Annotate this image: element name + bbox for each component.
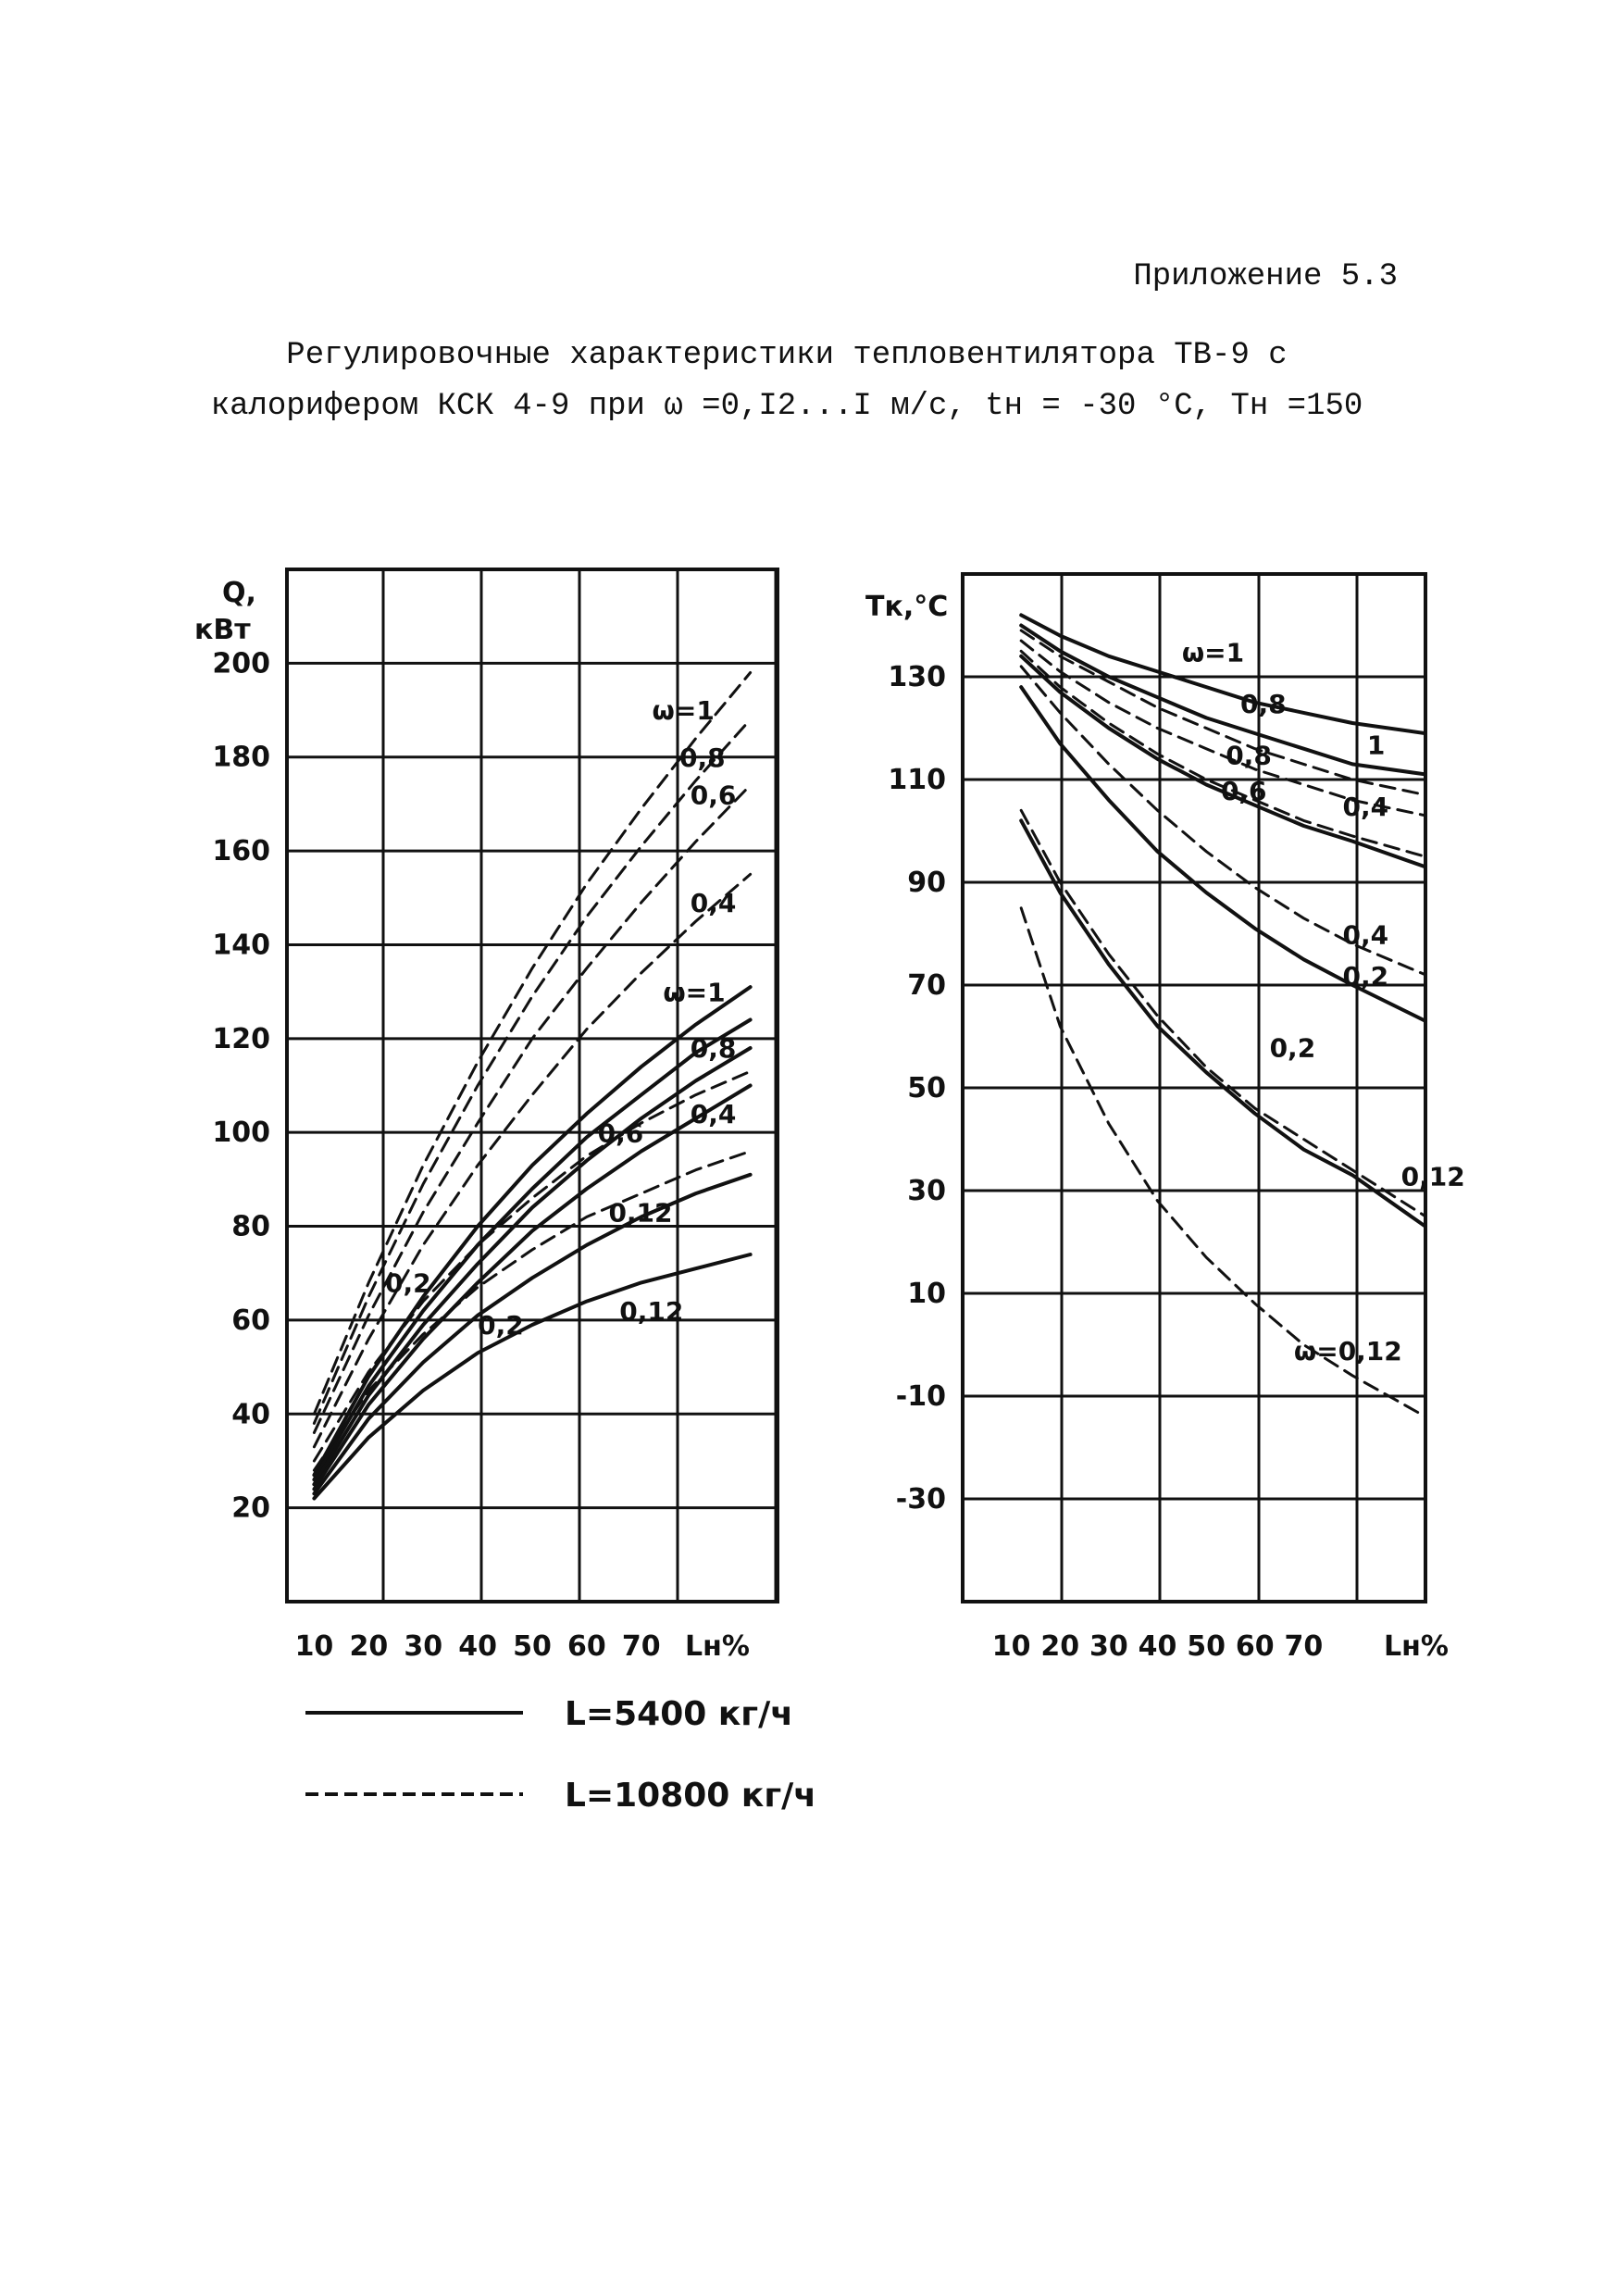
curve-label: 0,12 bbox=[608, 1197, 673, 1229]
series-line-dashed bbox=[314, 1071, 750, 1461]
title-line-2: калорифером КСК 4-9 при ω =0,I2...I м/с, tн = -30 °С, Тн =150 bbox=[210, 389, 1363, 424]
curve-label: ω=1 bbox=[652, 695, 715, 727]
legend-solid-label: L=5400 кг/ч bbox=[565, 1695, 793, 1733]
appendix-label: Приложение 5.3 bbox=[1133, 259, 1398, 294]
series-line-dashed bbox=[314, 673, 750, 1415]
y-tick-label: 100 bbox=[212, 1117, 270, 1150]
series-line-dashed bbox=[1021, 651, 1425, 856]
series-group bbox=[1021, 615, 1425, 1416]
series-line-solid bbox=[1021, 656, 1425, 867]
series-line-dashed bbox=[1021, 810, 1425, 1217]
y-axis-label: Q, bbox=[222, 577, 256, 609]
curve-label: 0,2 bbox=[478, 1310, 524, 1341]
y-tick-label: 20 bbox=[231, 1491, 270, 1525]
x-tick-label: 40 bbox=[458, 1630, 497, 1663]
x-tick-label: 20 bbox=[1040, 1630, 1080, 1663]
y-tick-label: -10 bbox=[895, 1380, 946, 1413]
curve-label: ω=0,12 bbox=[1293, 1336, 1402, 1367]
x-axis-label: Lн% bbox=[685, 1630, 750, 1663]
y-tick-label: 50 bbox=[907, 1072, 946, 1104]
title-line-1: Регулировочные характеристики тепловентилятора ТВ-9 с bbox=[286, 338, 1288, 373]
y-tick-label: 10 bbox=[907, 1278, 946, 1310]
chart-heat-output bbox=[194, 569, 778, 1663]
y-tick-label: 180 bbox=[212, 741, 270, 774]
curve-label: ω=1 bbox=[1181, 637, 1245, 668]
curve-label: 0,6 bbox=[1220, 776, 1267, 807]
series-line-solid bbox=[314, 1175, 750, 1494]
curve-label: 1 bbox=[1366, 730, 1386, 761]
x-tick-label: 30 bbox=[1089, 1630, 1128, 1663]
curve-label: 0,4 bbox=[690, 887, 737, 918]
legend-dashed-label: L=10800 кг/ч bbox=[565, 1777, 816, 1815]
x-tick-label: 30 bbox=[404, 1630, 443, 1663]
x-tick-label: 20 bbox=[349, 1630, 389, 1663]
y-tick-label: 70 bbox=[907, 969, 946, 1002]
x-tick-label: 10 bbox=[294, 1630, 334, 1663]
curve-label: 0,2 bbox=[385, 1267, 431, 1299]
y-tick-label: 80 bbox=[231, 1210, 270, 1243]
x-axis-label: Lн% bbox=[1384, 1630, 1449, 1663]
x-tick-label: 70 bbox=[621, 1630, 661, 1663]
y-tick-label: -30 bbox=[895, 1483, 946, 1516]
y-tick-label: 200 bbox=[212, 647, 270, 680]
curve-label: 0,4 bbox=[690, 1099, 737, 1130]
curve-label: 0,6 bbox=[690, 780, 737, 811]
series-line-dashed bbox=[314, 785, 750, 1432]
y-tick-label: 60 bbox=[231, 1304, 270, 1337]
chart-outlet-temperature bbox=[865, 574, 1465, 1663]
x-tick-label: 10 bbox=[991, 1630, 1031, 1663]
curve-label: 0,8 bbox=[690, 1033, 737, 1065]
y-tick-label: 140 bbox=[212, 929, 270, 962]
y-tick-label: 110 bbox=[888, 764, 946, 796]
y-tick-label: 160 bbox=[212, 835, 270, 868]
curve-label: 0,4 bbox=[1342, 919, 1389, 951]
curve-label: 0,6 bbox=[597, 1117, 644, 1149]
y-tick-label: 120 bbox=[212, 1022, 270, 1055]
x-tick-label: 50 bbox=[513, 1630, 552, 1663]
curve-label: 0,2 bbox=[1342, 961, 1389, 992]
legend bbox=[305, 1695, 816, 1815]
curve-label: 0,12 bbox=[1400, 1161, 1465, 1192]
curve-label: 0,8 bbox=[679, 742, 726, 773]
y-tick-label: 90 bbox=[907, 867, 946, 899]
series-group bbox=[314, 673, 750, 1499]
y-tick-label: 40 bbox=[231, 1398, 270, 1431]
curve-label: 0,4 bbox=[1342, 791, 1389, 822]
curve-label: 0,8 bbox=[1226, 740, 1272, 771]
x-tick-label: 40 bbox=[1138, 1630, 1177, 1663]
series-line-solid bbox=[314, 1048, 750, 1484]
x-tick-label: 70 bbox=[1284, 1630, 1324, 1663]
x-tick-label: 50 bbox=[1187, 1630, 1226, 1663]
curve-label: 0,8 bbox=[1240, 688, 1287, 719]
curve-label: ω=1 bbox=[663, 977, 726, 1008]
series-line-solid bbox=[1021, 615, 1425, 733]
y-tick-label: 130 bbox=[888, 661, 946, 693]
curve-label: 0,2 bbox=[1269, 1032, 1316, 1064]
y-axis-label: Tк,°C bbox=[865, 591, 949, 623]
y-axis-unit: кВт bbox=[194, 614, 251, 646]
series-line-solid bbox=[314, 1254, 750, 1499]
y-tick-label: 30 bbox=[907, 1175, 946, 1207]
x-tick-label: 60 bbox=[567, 1630, 606, 1663]
x-tick-label: 60 bbox=[1235, 1630, 1275, 1663]
curve-label: 0,12 bbox=[619, 1295, 684, 1327]
